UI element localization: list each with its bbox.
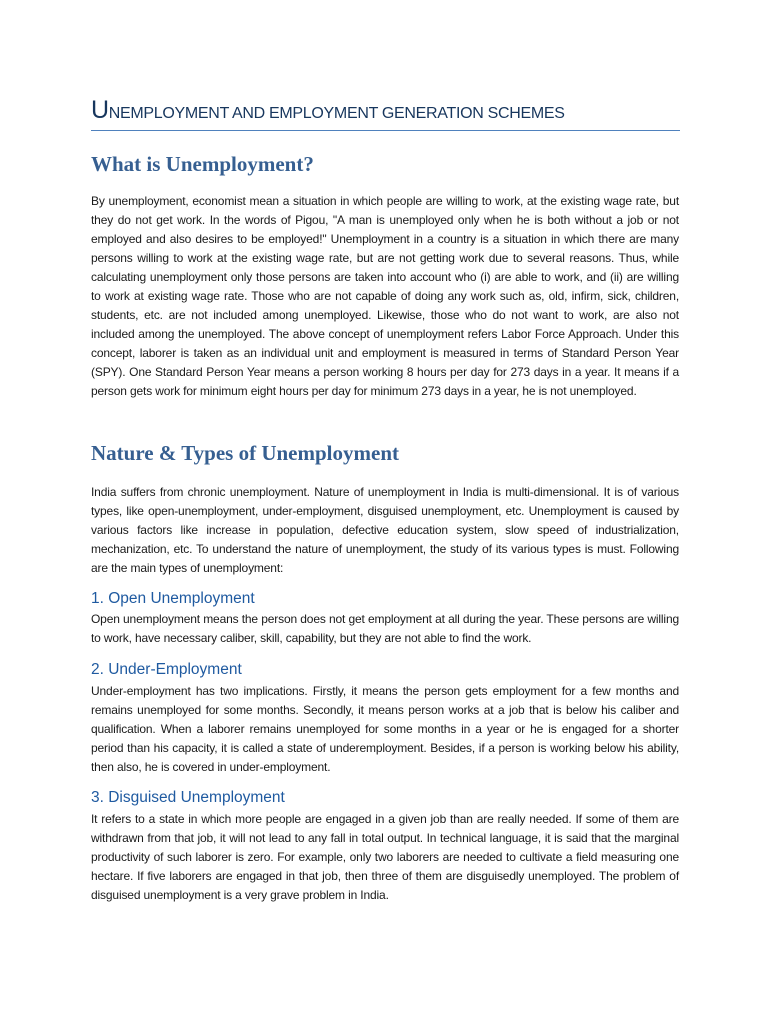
title-underline bbox=[91, 130, 680, 131]
paragraph-what-is-unemployment: By unemployment, economist mean a situation in which people are willing to work, at the existing wage rate, but they do not get work. In the words of Pigou, "A man is unemployed only when he is both without a job or not employed and also desires to be employed!" Unemployment in a country is a situation in which there are many persons willing to work at the existing wage rate, but are not getting work due to several reasons. Thus, while calculating unemployment only those persons are taken into account who (i) are able to work, and (ii) are willing to work at existing wage rate. Those who are not capable of doing any work such as, old, infirm, sick, children, students, etc. are not included among unemployed. Likewise, those who do not want to work, are also not included among the unemployed. The above concept of unemployment refers Labor Force Approach. Under this concept, laborer is taken as an individual unit and employment is measured in terms of Standard Person Year (SPY). One Standard Person Year means a person working 8 hours per day for 273 days in a year. It means if a person gets work for minimum eight hours per day for minimum 273 days in a year, he is not unemployed. bbox=[91, 194, 679, 398]
heading-under-employment: 2. Under-Employment bbox=[91, 661, 242, 678]
paragraph-open-unemployment: Open unemployment means the person does not get employment at all during the year. These persons are willing to work, have necessary caliber, skill, capability, but they are not able to find the work. bbox=[91, 612, 679, 645]
heading-what-is-unemployment: What is Unemployment? bbox=[91, 152, 314, 176]
heading-disguised-unemployment: 3. Disguised Unemployment bbox=[91, 789, 285, 806]
heading-open-unemployment: 1. Open Unemployment bbox=[91, 590, 255, 607]
paragraph-nature-types: India suffers from chronic unemployment. Nature of unemployment in India is multi-dimensional. It is of various types, like open-unemployment, under-employment, disguised unemployment, etc. Unemployment is caused by various factors like increase in population, defective education system, slow speed of industrialization, mechanization, etc. To understand the nature of unemployment, the study of its various types is must. Following are the main types of unemployment: bbox=[91, 485, 679, 575]
document-title: UNEMPLOYMENT AND EMPLOYMENT GENERATION SCHEMES bbox=[91, 96, 565, 124]
paragraph-disguised-unemployment: It refers to a state in which more people are engaged in a given job than are really needed. If some of them are withdrawn from that job, it will not lead to any fall in total output. In technical language, it is said that the marginal productivity of such laborer is zero. For example, only two laborers are needed to cultivate a field measuring one hectare. If five laborers are engaged in that job, then three of them are disguisedly unemployed. The problem of disguised unemployment is a very grave problem in India. bbox=[91, 812, 679, 902]
paragraph-under-employment: Under-employment has two implications. Firstly, it means the person gets employment for a few months and remains unemployed for some months. Secondly, it means person works at a job that is below his caliber and qualification. When a laborer remains unemployed for some months in a year or he is engaged for a shorter period than his capacity, it is called a state of underemployment. Besides, if a person is working below his ability, then also, he is covered in under-employment. bbox=[91, 684, 679, 774]
heading-nature-types: Nature & Types of Unemployment bbox=[91, 441, 399, 465]
